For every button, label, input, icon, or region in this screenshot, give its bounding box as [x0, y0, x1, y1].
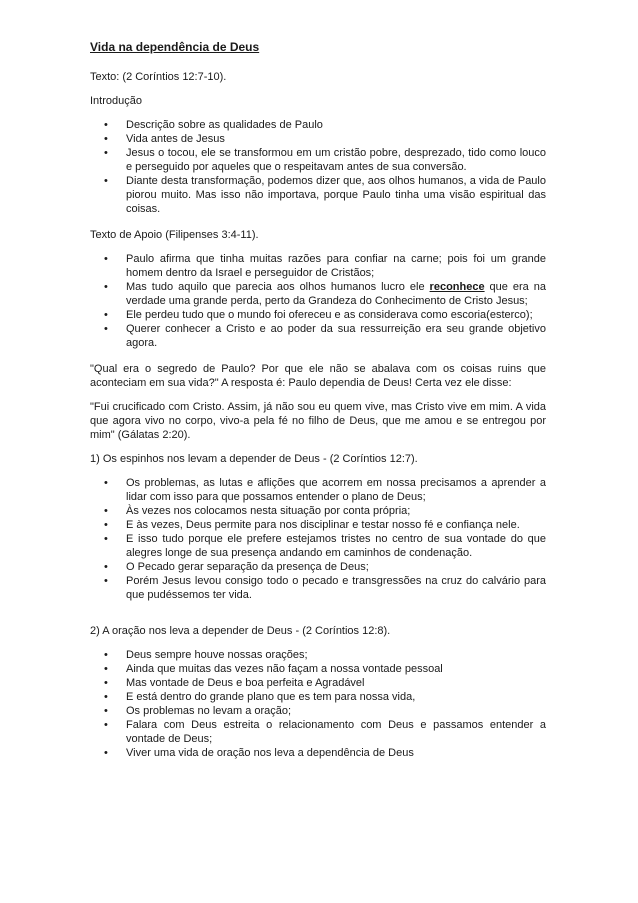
list-item: • Ele perdeu tudo que o mundo foi ofereceu e as considerava como escoria(esterco);	[104, 309, 533, 321]
bullet-icon: •	[104, 533, 108, 545]
question-paragraph: "Qual era o segredo de Paulo? Por que ele não se abalava com os coisas ruins que aconteciam em sua vida?" A resposta é: Paulo dependia de Deus! Certa vez ele disse:	[90, 363, 546, 389]
bullet-icon: •	[104, 505, 108, 517]
section2-heading: 2) A oração nos leva a depender de Deus - (2 Coríntios 12:8).	[90, 625, 391, 637]
bullet-icon: •	[104, 561, 108, 573]
bullet-icon: •	[104, 281, 108, 293]
bullet-icon: •	[104, 705, 108, 717]
list-item: • Querer conhecer a Cristo e ao poder da sua ressurreição era seu grande objetivo agora.	[104, 323, 546, 349]
section2-list	[90, 648, 546, 760]
intro-heading: Introdução	[90, 95, 142, 107]
list-item: • E isso tudo porque ele prefere estejamos tristes no centro de sua vontade do que alegres longe de sua presença andando em caminhos de condenação.	[104, 533, 546, 559]
list-item: • Às vezes nos colocamos nesta situação por conta própria;	[104, 505, 411, 517]
list-item: • E às vezes, Deus permite para nos disciplinar e testar nosso fé e confiança nele.	[104, 519, 520, 531]
bullet-icon: •	[104, 119, 108, 131]
bullet-icon: •	[104, 677, 108, 689]
quote-paragraph: "Fui crucificado com Cristo. Assim, já não sou eu quem vive, mas Cristo vive em mim. A vida que agora vivo no corpo, vivo-a pela fé no filho de Deus, que me amou e se entregou por mim" (Gálatas 2:20).	[90, 401, 546, 441]
document-page	[90, 40, 546, 772]
list-item: • Descrição sobre as qualidades de Paulo	[104, 119, 323, 131]
bullet-icon: •	[104, 663, 108, 675]
list-item: • Os problemas, as lutas e aflições que acorrem em nossa precisamos a aprender a lidar com isso para que possamos entender o plano de Deus;	[104, 477, 546, 503]
list-item: • Ainda que muitas das vezes não façam a nossa vontade pessoal	[104, 663, 443, 675]
list-item: • Porém Jesus levou consigo todo o pecado e transgressões na cruz do calvário para que pudéssemos ter vida.	[104, 575, 546, 601]
list-item: • E está dentro do grande plano que es tem para nossa vida,	[104, 691, 416, 703]
bullet-icon: •	[104, 747, 108, 759]
bullet-icon: •	[104, 133, 108, 145]
section1-list	[90, 476, 546, 602]
list-item: • Os problemas no levam a oração;	[104, 705, 292, 717]
bullet-icon: •	[104, 309, 108, 321]
bullet-icon: •	[104, 719, 108, 731]
list-item: • Mas tudo aquilo que parecia aos olhos humanos lucro ele reconhece que era na verdade uma grande perda, perto da Grandeza do Conhecimento de Cristo Jesus;	[104, 281, 546, 307]
list-item: • Jesus o tocou, ele se transformou em um cristão pobre, desprezado, tido como louco e perseguido por aqueles que o respeitavam antes de sua conversão.	[104, 147, 546, 173]
support-list	[90, 252, 546, 350]
bullet-icon: •	[104, 147, 108, 159]
bullet-icon: •	[104, 691, 108, 703]
list-item: • Mas vontade de Deus e boa perfeita e Agradável	[104, 677, 365, 689]
spacer	[90, 614, 546, 624]
bullet-icon: •	[104, 519, 108, 531]
document-title: Vida na dependência de Deus	[90, 40, 260, 54]
support-heading: Texto de Apoio (Filipenses 3:4-11).	[90, 229, 259, 241]
bullet-icon: •	[104, 175, 108, 187]
bullet-icon: •	[104, 323, 108, 335]
section1-heading: 1) Os espinhos nos levam a depender de Deus - (2 Coríntios 12:7).	[90, 453, 418, 465]
list-item: • O Pecado gerar separação da presença de Deus;	[104, 561, 369, 573]
bullet-icon: •	[104, 575, 108, 587]
text-reference: Texto: (2 Coríntios 12:7-10).	[90, 71, 227, 83]
bullet-icon: •	[104, 649, 108, 661]
list-item: • Vida antes de Jesus	[104, 133, 225, 145]
list-item: • Falara com Deus estreita o relacionamento com Deus e passamos entender a vontade de Deus;	[104, 719, 546, 745]
intro-list	[90, 118, 546, 216]
list-item: • Paulo afirma que tinha muitas razões para confiar na carne; pois foi um grande homem dentro da Israel e perseguidor de Cristãos;	[104, 253, 546, 279]
list-item: • Viver uma vida de oração nos leva a dependência de Deus	[104, 747, 414, 759]
bullet-icon: •	[104, 253, 108, 265]
bullet-icon: •	[104, 477, 108, 489]
keyword-reconhece: reconhece	[429, 281, 485, 293]
list-item: • Diante desta transformação, podemos dizer que, aos olhos humanos, a vida de Paulo piorou muito. Mas isso não importava, porque Paulo tinha uma visão espiritual das coisas.	[104, 175, 546, 215]
list-item: • Deus sempre houve nossas orações;	[104, 649, 308, 661]
